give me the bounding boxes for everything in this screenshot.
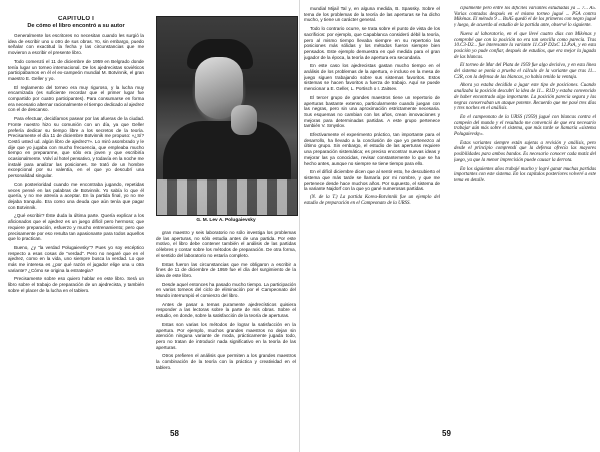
right-column-1 <box>304 6 440 210</box>
paragraph: Precisamente sobre eso quiero hablar en este libro. Será un libro sobre el trabajo de preparación de un ajedrecista, y también sobre el placer de la lucha en el tablero. <box>8 276 144 293</box>
paragraph: Estas variantes siempre están sujetas a revisión y análisis, pero desde el principio comprendí que la defensa ofrecía las mayores posibilidades para ambos bandos. Es necesario conocer cada matiz del juego, ya que la menor imprecisión puede causar la derrota. <box>454 140 596 163</box>
paragraph: mundial Mijail Tal y, en alguna medida, B. Spassky. Sobre el tema de los problemas de la teoría de las aperturas se ha dicho mucho, y tiene un carácter general. <box>304 6 440 23</box>
page-number-left: 58 <box>170 429 179 438</box>
right-column-2 <box>454 6 596 187</box>
paragraph: Para efectuar, decidíamos pasear por las afueras de la ciudad. Fronte nuestro hizo su comunión con un día, ya que Geller prefería dedicar su tiempo libre a los secretos de la teoría. Precisamente el día 11 de diciembre Botvinnik me propuso: «¿Sí? Cestó usted ud. algún libro de ajedrez?». Lo miró asombrado y le dije que yo jugaba con mucho frecuencia, que empleaba mucho tiempo en prepararme, que sólo era joven y que escribiría ocasionalmente. Volví al hotel pensativo, y todavía en la noche me instalé para analizar las posiciones. Se trató de un hombre excepcional por su valentía, en el que yo descubrí una personalidad singular. <box>8 116 144 179</box>
paragraph: Efectivamente el experimento práctico, tan importante para el desarrollo, ha llevado a la conclusión de que yo pertenezco al último grupo. Sin embargo, el estudio de las aperturas requiere una preparación sistemática; es preciso encontrar nuevas ideas y mejorar las ya conocidas, revisar constantemente lo que se ha hecho antes, aunque no siempre se tiene tiempo para ello. <box>304 132 440 166</box>
right-page <box>304 6 596 436</box>
paragraph: El torneo de Mar del Plata de 1959 fue algo decisivo, y en esta línea del sistema se ponía a prueba el cálculo de la variante que tras 11... C2R, con la defensa de las blancas, yo había tenido la ventaja. <box>454 63 596 80</box>
paragraph: Otros prefieren el análisis que permiten a los grandes maestros la combinación de la teoría con la práctica y creatividad en el tablero. <box>156 353 296 370</box>
paragraph: En los siguientes años trabajé mucho y logré ganar muchas partidas importantes con este sistema. En los capítulos posteriores volveré a este tema en detalle. <box>454 166 596 183</box>
paragraph: ¿Qué escribir? Éste duda la última parte. Quería explicar a los aficionados que el ajedrez es un juego difícil pero hermoso; que requiere preparación, esfuerzo y mucho entrenamiento; pero que precisamente por eso resulta tan apasionante para todos aquellos que lo practican. <box>8 213 144 242</box>
translator-note: (N. de la T.) La partida Korea-Botvinnik fue un ejemplo del estudio de preparación en el Campeonato de la URSS. <box>304 195 440 206</box>
paragraph: Estas son varias los métodos de lograr la satisfacción en la apertura. Por ejemplo, muchos grandes maestros no dejan sin atención ninguna variante de moda, prácticamente jugada todo, pero no tratan de introducir nada significativo en la teoría de las aperturas. <box>156 321 296 350</box>
left-column-2 <box>156 230 296 373</box>
paragraph: En el campeonato de la URSS (1959) jugué con blancas contra el campeón del mundo y el resultado me convenció de que era necesario trabajar aún más sobre el sistema, que más tarde se llamaría «sistema Polugaievsky». <box>454 114 596 138</box>
paragraph: El tercer grupo de grandes maestros tiene un repertorio de aperturas bastante extenso, particularmente cuando juegan con las negras, pero sin una aproximación estrictamente necesaria. Sus esquemas no cambian con los años, crean innovaciones y mejoras para determinadas partidas. A este grupo pertenece también V. Smyslov. <box>304 94 440 129</box>
paragraph: Bueno, ¿y "la verdad Polugaievsky"? Pues yo soy escéptico respecto a esas cosas de "verdad". Pero no negaré que en el ajedrez, como en la vida, uno siempre busca la verdad. Lo que más me interesa es ¿por qué razón el jugador elige una u otra variante? ¿Cómo se origina la estrategia? <box>8 244 144 273</box>
page-gutter <box>299 0 300 452</box>
paragraph: Generalmente los escritores no necesitan cuando les surgió la idea de escribir uno u otro de sus obras. Yo, sin embargo, puedo señalar con exactitud la fecha y las circunstancias que me movieron a escribir el presente libro. <box>8 33 144 56</box>
left-page <box>8 6 296 436</box>
paragraph: En este caso los ajedrecistas gastan mucho tiempo en el análisis de los problemas de la apertura, e incluso en la mesa de juego siguen trabajando sobre sus sistemas favoritos. Estos sistemas se hacen favoritos a fuerza de trabajo. Aquí se puede mencionar a E. Geller, L. Portisch o I. Zaitsev. <box>304 63 440 92</box>
photo-caption: G. M. Lev A. Polugaievsky <box>196 218 256 223</box>
left-column-1 <box>8 16 144 297</box>
author-portrait-photo <box>156 16 298 216</box>
paragraph: Todo lo contrario ocurre, se trata sobre el punto de vista de los sacrificios: por ejemplo, que Capablanca consideró débil la teoría, pero al mismo tiempo llevaba siempre en su repertorio las posiciones más sólidas y los métodos fueron siempre bien pensados. Este ejemplo demuestra en qué medida para el gran jugador de la época, la teoría de apertura era secundaria. <box>304 26 440 60</box>
page-number-right: 59 <box>442 429 451 438</box>
paragraph: Ahora ya estaba decidido a jugar este tipo de posiciones. Cuando analizaba la posición descubrí la idea de 11... R1D y estaba convencido de haber encontrado algo importante. La posición parecía segura y las negras conservaban un ataque potente. Recuerdo que me pasé tres días y tres noches en el análisis. <box>454 83 596 112</box>
paragraph: En el difícil diciembre dicen que al sentir esto, he descubierto el sistema que más tarde se llamaría por mi nombre, y que me pertenece desde hace muchos años. Por supuesto, el sistema de la variante Najdorf con la que yo gané numerosas partidas. <box>304 169 440 192</box>
photo-hand <box>231 105 257 135</box>
paragraph: Estas fueron las circunstancias que me obligaron a escribir a fines de 11 de diciembre de 1959 fue el día del surgimiento de la idea de este libro. <box>156 261 296 278</box>
paragraph: Nueva al laboratorio, en el que llevé cuatro días con Mikénas y comprobé que con la posición no era tan sencilla como parecía. Tras 10.C3-D2... fue interesante la variante 11.CxP D2xC 12.PxA, y en esta posición yo pude confiar, después de estudios, que era mejor la jugada de las blancas. <box>454 31 596 60</box>
chapter-heading: CAPITULO I <box>58 16 94 22</box>
paragraph: cipalmente pero entre los difíciles variantes estudiadas ya ... 7... A5. Varias contadas después en el mismo torneo jugué ... P5A contra Mikénas. El método 9 ... BxA5 quedó el de los primeros con negro jugué y luego, de acuerdo al estudio de la partida ante, observé lo siguiente. <box>454 6 596 29</box>
paragraph: Antes de pasar a temas puramente ajedrecísticos quisiera responder a las lectoras sobre la parte de mis obras. Sobre el estudio, en donde, sobre la satisfacción de la teoría de aperturas. <box>156 301 296 319</box>
chapter-subtitle: De cómo el libro encontró a su autor <box>27 23 125 29</box>
photo-suit <box>163 121 291 181</box>
paragraph: Todo comenzó el 11 de diciembre de 1959 en Belgrado donde tenía lugar un torneo internacional. De los ajedrecistas soviéticos participábamos en él el ex-campeón mundial M. Botvinnik, el gran maestro E. Geller y yo. <box>8 58 144 81</box>
paragraph: Desde aquel entonces ha pasado mucho tiempo. La participación en varios torneos del ciclo de eliminación por el Campeonato del Mundo interrumpió el comienzo del libro. <box>156 281 296 299</box>
photo-chessboard <box>157 179 297 215</box>
paragraph: gran maestro y seis laboratorio no sólo investiga los problemas de las aperturas, no sólo estudia antes de una partida. Por este motivo, el libro debe contener también el análisis de las partidas célebres y contar sobre los métodos de preparación. De otra forma, el sentido del laboratorio no estaría completo. <box>156 230 296 258</box>
paragraph: El reglamento del torneo era muy riguroso, y la lucha muy encarnizada (es suficiente recordar que el primer lugar fue compartido por cuatro participantes). Para consumarse en forma era necesario alternar racionalmente el tiempo dedicado al ajedrez con el de descanso. <box>8 84 144 113</box>
paragraph: Con posterioridad cuando me encontraba jugando, repetidas veces pensé en las palabras de Botvinnik. Yo sabía lo que él quería, y no me atrevía a aceptar. En la partida final, yo no me dejaba tranquilo. Era como una deuda que aún tenía que pagar con Botvinnik. <box>8 181 144 210</box>
